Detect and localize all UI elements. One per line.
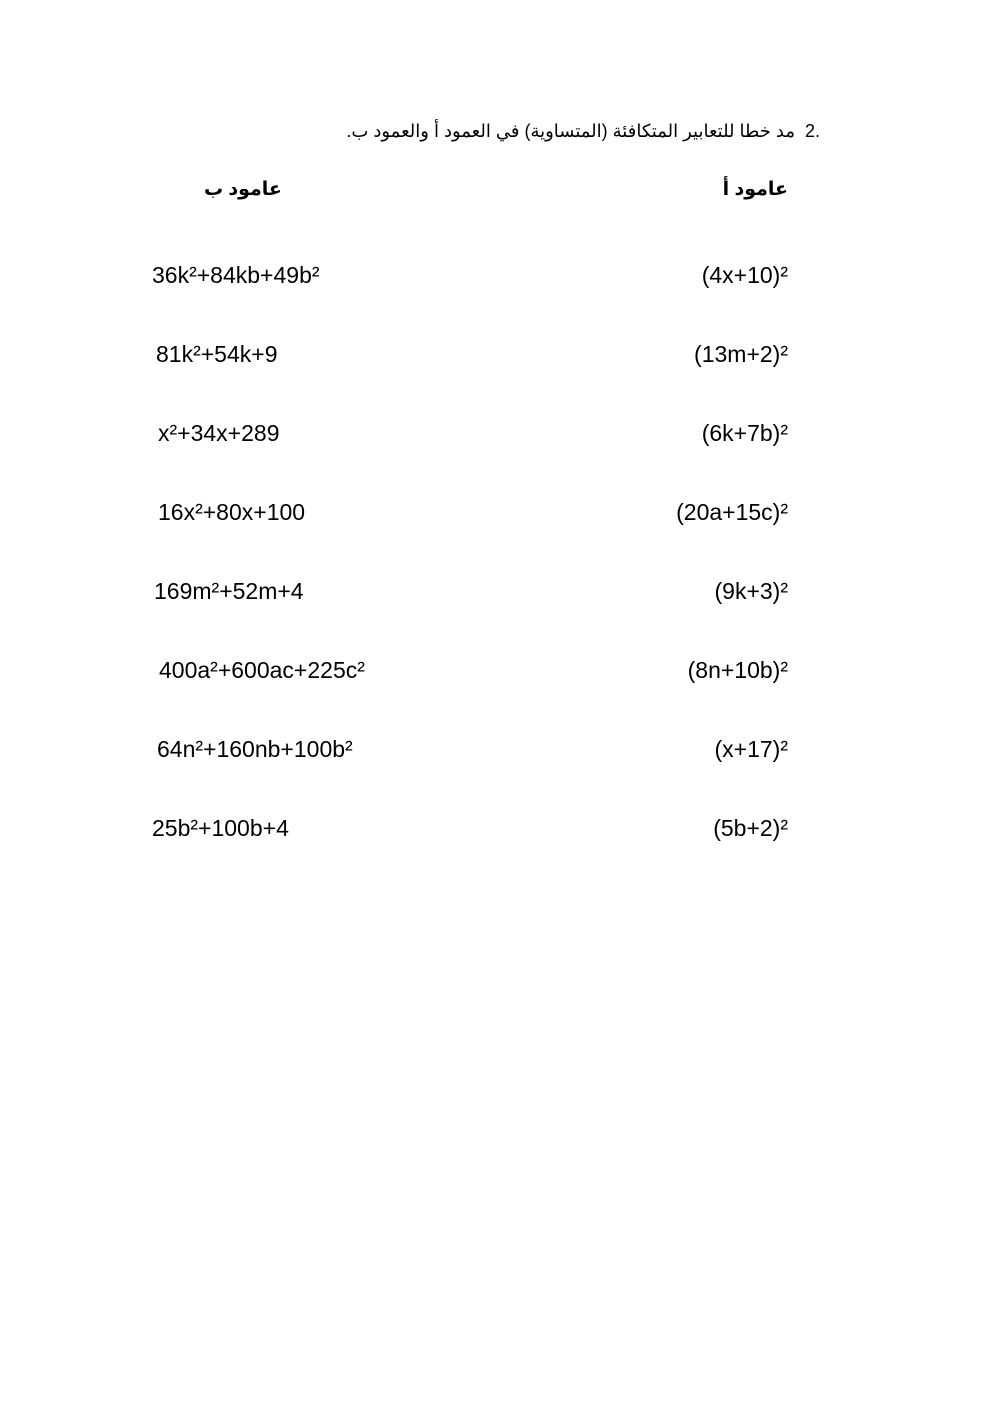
column-a-header: عامود أ xyxy=(722,179,788,200)
column-b-header: عامود ب xyxy=(204,179,282,200)
column-a-item: (8n+10b)² xyxy=(687,657,788,683)
column-b-item: 16x²+80x+100 xyxy=(158,499,306,525)
question-number: 2. xyxy=(804,121,820,141)
instruction xyxy=(346,121,820,142)
column-a-item: (9k+3)² xyxy=(714,578,788,604)
column-a-item: (5b+2)² xyxy=(713,815,788,841)
column-a-item: (x+17)² xyxy=(714,736,788,762)
instruction-text: مد خطا للتعابير المتكافئة (المتساوية) في العمود أ والعمود ب. xyxy=(346,121,795,141)
column-b-item: x²+34x+289 xyxy=(158,420,280,446)
column-a-item: (4x+10)² xyxy=(701,262,788,288)
column-a-item: (6k+7b)² xyxy=(701,420,788,446)
column-b-item: 25b²+100b+4 xyxy=(152,815,289,841)
column-a-item: (13m+2)² xyxy=(694,341,788,367)
column-a-item: (20a+15c)² xyxy=(676,499,788,525)
column-b-item: 64n²+160nb+100b² xyxy=(157,736,353,762)
column-b-item: 169m²+52m+4 xyxy=(154,578,304,604)
column-b-item: 400a²+600ac+225c² xyxy=(159,657,365,683)
column-b-item: 36k²+84kb+49b² xyxy=(152,262,320,288)
column-b-item: 81k²+54k+9 xyxy=(156,341,278,367)
